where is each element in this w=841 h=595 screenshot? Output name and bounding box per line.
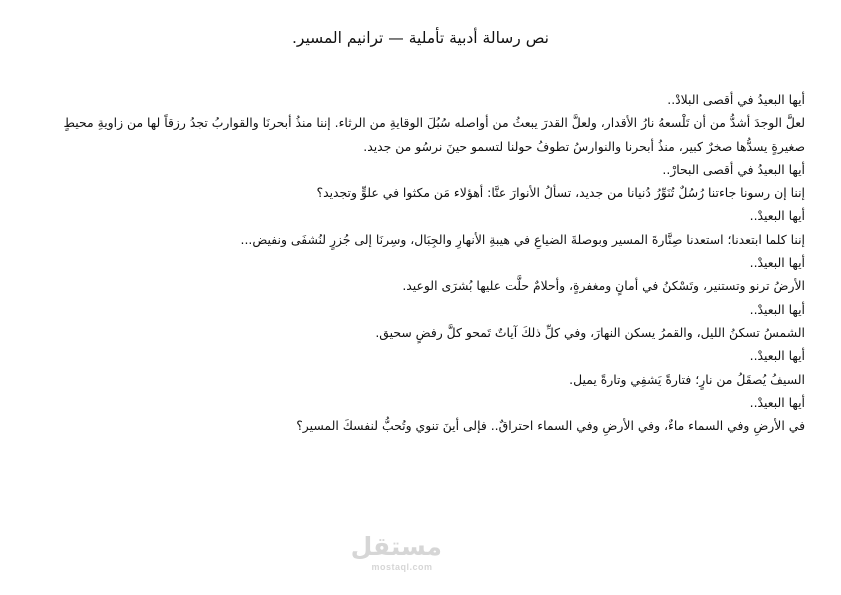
paragraph-7: أيها البعيدْ.. (749, 255, 805, 271)
paragraph-14: في الأرضِ وفي السماء ماءٌ، وفي الأرضِ وفي السماء احتراقٌ.. فإلى أينَ تنوي وتُحبُّ لنفسكَ المسير؟ (296, 418, 805, 434)
paragraph-9: أيها البعيدْ.. (749, 301, 805, 317)
document-title: نص رسالة أدبية تأملية — ترانيم المسير. (291, 29, 549, 47)
paragraph-8: الأرضُ ترنو وتستنير، وتَسْكنُ في أمانٍ ومغفرةٍ، وأحلامٌ حلَّت عليها بُشرَى الوعيد. (402, 278, 805, 294)
paragraph-5: أيها البعيدْ.. (749, 208, 805, 224)
document-body (33, 88, 805, 437)
paragraph-1: أيها البعيدُ في أقصى البلادْ.. (667, 92, 805, 107)
watermark-arabic: مستقل (350, 532, 442, 561)
paragraph-12: السيفُ يُصقَلُ من نارٍ؛ فتارةً يَشفِي وتارةً يميل. (569, 371, 805, 387)
paragraph-11: أيها البعيدْ.. (749, 348, 805, 364)
paragraph-6: إننا كلما ابتعدنا؛ استعدنا صِنَّارةَ المسير وبوصلةَ الضياعِ في هيبةِ الأنهارِ والجِبَال، وسِرنَا إلى جُزرٍ لنُشفَى ونفيض... (240, 231, 805, 247)
paragraph-4: إننا إن رسونا جاءتنا رُسُلٌ تُنَوِّرُ دُنيانا من جديد، تسألُ الأنوارَ عنَّا: أهؤلاء مَن مكثوا في علوٍّ وتجديد؟ (316, 185, 805, 201)
mostaql-watermark-logo (350, 532, 442, 573)
paragraph-10: الشمسُ تسكنُ الليل، والقمرُ يسكن النهارَ، وفي كلِّ ذلكَ آياتٌ تَمحو كلَّ رفضٍ سحيق. (375, 324, 805, 340)
watermark-latin: mostaql.com (371, 562, 433, 572)
paragraph-3: أيها البعيدُ في أقصى البحارْ.. (662, 161, 805, 177)
paragraph-2: لعلَّ الوجدَ أشدُّ من أن تَلْسعهُ نارُ الأقدار، ولعلَّ القدرَ يبعثُ من أواصله سُبُلَ الوقايةِ من الرثاء. إننا منذُ أبحرنَا والقواربُ تجدُ رزقاً لها من زاويةِ محيطٍ صغيرةٍ يسدُّها صخرٌ كبير، منذُ أبحرنا والنوارسُ تطوفُ حولنا لتسمو حينَ نرسُو من جديد. (63, 115, 805, 154)
paragraph-13: أيها البعيدْ.. (749, 394, 805, 410)
